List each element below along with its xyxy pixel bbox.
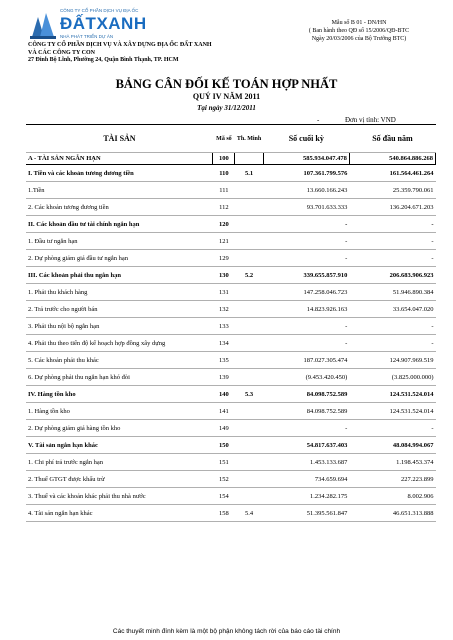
row-code: 150 bbox=[213, 437, 235, 454]
row-note: 5.3 bbox=[235, 386, 263, 403]
row-label: 4. Tài sản ngắn hạn khác bbox=[26, 505, 213, 522]
row-end-value: 187.027.305.474 bbox=[263, 352, 349, 369]
report-period: QUÝ IV NĂM 2011 bbox=[192, 92, 261, 101]
row-begin-value: - bbox=[349, 318, 435, 335]
header-begin-year: Số đầu năm bbox=[349, 125, 435, 153]
row-end-value: 585.934.047.478 bbox=[263, 153, 349, 165]
row-label: 6. Dự phòng phải thu ngắn hạn khó đòi bbox=[26, 369, 213, 386]
row-begin-value: 8.002.906 bbox=[349, 488, 435, 505]
row-begin-value: 33.654.047.020 bbox=[349, 301, 435, 318]
row-label: 1. Hàng tồn kho bbox=[26, 403, 213, 420]
currency-unit: Đơn vị tính: VND bbox=[345, 116, 396, 124]
table-row bbox=[26, 420, 436, 437]
table-row bbox=[26, 165, 436, 182]
row-code: 151 bbox=[213, 454, 235, 471]
row-code: 135 bbox=[213, 352, 235, 369]
row-note: 5.2 bbox=[235, 267, 263, 284]
row-label: 1. Chi phí trả trước ngắn hạn bbox=[26, 454, 213, 471]
row-label: 2. Dự phòng giảm giá đầu tư ngắn hạn bbox=[26, 250, 213, 267]
table-header-row bbox=[26, 125, 436, 153]
table-row bbox=[26, 318, 436, 335]
form-number: Mẫu số B 01 - DN/HN bbox=[331, 20, 387, 26]
row-note bbox=[235, 318, 263, 335]
table-row bbox=[26, 386, 436, 403]
row-begin-value: - bbox=[349, 250, 435, 267]
row-note bbox=[235, 250, 263, 267]
row-label: 4. Phải thu theo tiến độ kế hoạch hợp đồng xây dựng bbox=[26, 335, 213, 352]
table-body bbox=[26, 153, 436, 522]
row-code: 154 bbox=[213, 488, 235, 505]
table-row bbox=[26, 182, 436, 199]
row-note bbox=[235, 335, 263, 352]
table-row bbox=[26, 153, 436, 165]
company-name-line1: CÔNG TY CỔ PHẦN DỊCH VỤ VÀ XÂY DỰNG ĐỊA ỐC ĐẤT XANH bbox=[28, 42, 212, 48]
row-note: 5.4 bbox=[235, 505, 263, 522]
row-begin-value: 25.359.790.061 bbox=[349, 182, 435, 199]
company-name-line2: VÀ CÁC CÔNG TY CON bbox=[28, 49, 96, 56]
row-note bbox=[235, 437, 263, 454]
row-note bbox=[235, 488, 263, 505]
row-code: 132 bbox=[213, 301, 235, 318]
row-end-value: - bbox=[263, 335, 349, 352]
row-note bbox=[235, 454, 263, 471]
row-end-value: 84.098.752.589 bbox=[263, 403, 349, 420]
row-code: 112 bbox=[213, 199, 235, 216]
header-note: Th. Minh bbox=[235, 125, 263, 153]
header-assets: TÀI SẢN bbox=[26, 125, 213, 153]
row-end-value: 1.453.133.687 bbox=[263, 454, 349, 471]
row-end-value: 13.660.166.243 bbox=[263, 182, 349, 199]
row-code: 111 bbox=[213, 182, 235, 199]
row-begin-value: 124.907.969.519 bbox=[349, 352, 435, 369]
row-end-value: - bbox=[263, 420, 349, 437]
report-title: BẢNG CÂN ĐỐI KẾ TOÁN HỢP NHẤT bbox=[115, 77, 338, 91]
row-label: A - TÀI SẢN NGẮN HẠN bbox=[26, 153, 213, 165]
row-code: 152 bbox=[213, 471, 235, 488]
table-row bbox=[26, 301, 436, 318]
form-reference bbox=[299, 19, 419, 43]
row-end-value: 54.817.637.403 bbox=[263, 437, 349, 454]
company-info bbox=[28, 42, 212, 65]
row-note bbox=[235, 199, 263, 216]
logo-company-type: CÔNG TY CỔ PHẦN DỊCH VỤ ĐỊA ỐC bbox=[60, 8, 139, 13]
row-end-value: 107.361.799.576 bbox=[263, 165, 349, 182]
row-note bbox=[235, 301, 263, 318]
table-row bbox=[26, 488, 436, 505]
row-begin-value: - bbox=[349, 233, 435, 250]
row-note bbox=[235, 216, 263, 233]
row-code: 141 bbox=[213, 403, 235, 420]
row-begin-value: 48.084.994.067 bbox=[349, 437, 435, 454]
table-row bbox=[26, 216, 436, 233]
row-note bbox=[235, 233, 263, 250]
table-row bbox=[26, 335, 436, 352]
company-address: 27 Đinh Bộ Lĩnh, Phường 24, Quận Bình Thạnh, TP. HCM bbox=[28, 57, 179, 63]
row-code: 130 bbox=[213, 267, 235, 284]
table-row bbox=[26, 352, 436, 369]
row-label: I. Tiền và các khoản tương đương tiền bbox=[26, 165, 213, 182]
row-end-value: 93.701.633.333 bbox=[263, 199, 349, 216]
row-end-value: (9.453.420.450) bbox=[263, 369, 349, 386]
row-begin-value: 540.864.886.268 bbox=[349, 153, 435, 165]
table-row bbox=[26, 437, 436, 454]
form-decision: ( Ban hành theo QĐ số 15/2006/QĐ-BTC bbox=[308, 28, 410, 34]
row-label: 3. Phải thu nội bộ ngắn hạn bbox=[26, 318, 213, 335]
row-label: IV. Hàng tồn kho bbox=[26, 386, 213, 403]
report-date: Tại ngày 31/12/2011 bbox=[197, 104, 256, 112]
row-label: 5. Các khoản phải thu khác bbox=[26, 352, 213, 369]
row-begin-value: - bbox=[349, 216, 435, 233]
row-note bbox=[235, 182, 263, 199]
form-date: Ngày 20/03/2006 của Bộ Trưởng BTC) bbox=[311, 36, 407, 42]
row-code: 110 bbox=[213, 165, 235, 182]
building-logo-icon bbox=[30, 11, 56, 39]
row-note bbox=[235, 420, 263, 437]
row-code: 140 bbox=[213, 386, 235, 403]
header-end-period: Số cuối kỳ bbox=[263, 125, 349, 153]
row-begin-value: - bbox=[349, 420, 435, 437]
row-note: 5.1 bbox=[235, 165, 263, 182]
row-end-value: 84.098.752.589 bbox=[263, 386, 349, 403]
row-label: 2. Thuế GTGT được khấu trừ bbox=[26, 471, 213, 488]
row-end-value: 147.258.046.723 bbox=[263, 284, 349, 301]
row-begin-value: 206.683.906.923 bbox=[349, 267, 435, 284]
row-code: 129 bbox=[213, 250, 235, 267]
row-end-value: - bbox=[263, 216, 349, 233]
row-code: 121 bbox=[213, 233, 235, 250]
table-row bbox=[26, 471, 436, 488]
logo-brand-name: ĐẤTXANH bbox=[60, 14, 147, 33]
row-begin-value: 124.531.524.014 bbox=[349, 403, 435, 420]
row-code: 149 bbox=[213, 420, 235, 437]
row-label: V. Tài sản ngắn hạn khác bbox=[26, 437, 213, 454]
row-label: 1. Phải thu khách hàng bbox=[26, 284, 213, 301]
row-end-value: 51.395.561.847 bbox=[263, 505, 349, 522]
row-note bbox=[235, 403, 263, 420]
row-begin-value: 227.223.899 bbox=[349, 471, 435, 488]
row-note bbox=[235, 284, 263, 301]
header-code: Mã số bbox=[213, 125, 235, 153]
row-begin-value: 124.531.524.014 bbox=[349, 386, 435, 403]
row-end-value: 1.234.282.175 bbox=[263, 488, 349, 505]
row-code: 131 bbox=[213, 284, 235, 301]
row-begin-value: - bbox=[349, 335, 435, 352]
row-label: 2. Trả trước cho người bán bbox=[26, 301, 213, 318]
row-code: 158 bbox=[213, 505, 235, 522]
row-begin-value: 51.946.890.384 bbox=[349, 284, 435, 301]
row-label: 1.Tiền bbox=[26, 182, 213, 199]
row-begin-value: 136.204.671.203 bbox=[349, 199, 435, 216]
row-end-value: - bbox=[263, 318, 349, 335]
row-end-value: 14.823.926.163 bbox=[263, 301, 349, 318]
row-label: 3. Thuế và các khoản khác phải thu nhà nước bbox=[26, 488, 213, 505]
row-label: 2. Dự phòng giảm giá hàng tồn kho bbox=[26, 420, 213, 437]
table-row bbox=[26, 403, 436, 420]
row-note bbox=[235, 471, 263, 488]
table-row bbox=[26, 369, 436, 386]
footer-note: Các thuyết minh đính kèm là một bộ phận không tách rời của báo cáo tài chính bbox=[112, 628, 341, 635]
row-label: 1. Đầu tư ngắn hạn bbox=[26, 233, 213, 250]
row-code: 100 bbox=[213, 153, 235, 165]
table-row bbox=[26, 199, 436, 216]
row-code: 134 bbox=[213, 335, 235, 352]
row-label: II. Các khoản đầu tư tài chính ngắn hạn bbox=[26, 216, 213, 233]
table-row bbox=[26, 267, 436, 284]
row-note bbox=[235, 153, 263, 165]
table-row bbox=[26, 233, 436, 250]
table-row bbox=[26, 284, 436, 301]
row-begin-value: 46.651.313.888 bbox=[349, 505, 435, 522]
table-row bbox=[26, 250, 436, 267]
table-row bbox=[26, 505, 436, 522]
balance-sheet-table bbox=[26, 124, 436, 522]
row-code: 139 bbox=[213, 369, 235, 386]
row-code: 133 bbox=[213, 318, 235, 335]
row-label: III. Các khoản phải thu ngắn hạn bbox=[26, 267, 213, 284]
row-note bbox=[235, 352, 263, 369]
row-end-value: 339.655.857.910 bbox=[263, 267, 349, 284]
row-begin-value: (3.825.000.000) bbox=[349, 369, 435, 386]
row-code: 120 bbox=[213, 216, 235, 233]
row-begin-value: 161.564.461.264 bbox=[349, 165, 435, 182]
row-end-value: - bbox=[263, 250, 349, 267]
row-note bbox=[235, 369, 263, 386]
row-end-value: - bbox=[263, 233, 349, 250]
unit-dash: - bbox=[317, 116, 320, 124]
row-begin-value: 1.198.453.374 bbox=[349, 454, 435, 471]
row-end-value: 734.659.694 bbox=[263, 471, 349, 488]
table-row bbox=[26, 454, 436, 471]
logo-tagline: NHÀ PHÁT TRIỂN DỰ ÁN bbox=[60, 34, 114, 39]
row-label: 2. Các khoản tương đương tiền bbox=[26, 199, 213, 216]
